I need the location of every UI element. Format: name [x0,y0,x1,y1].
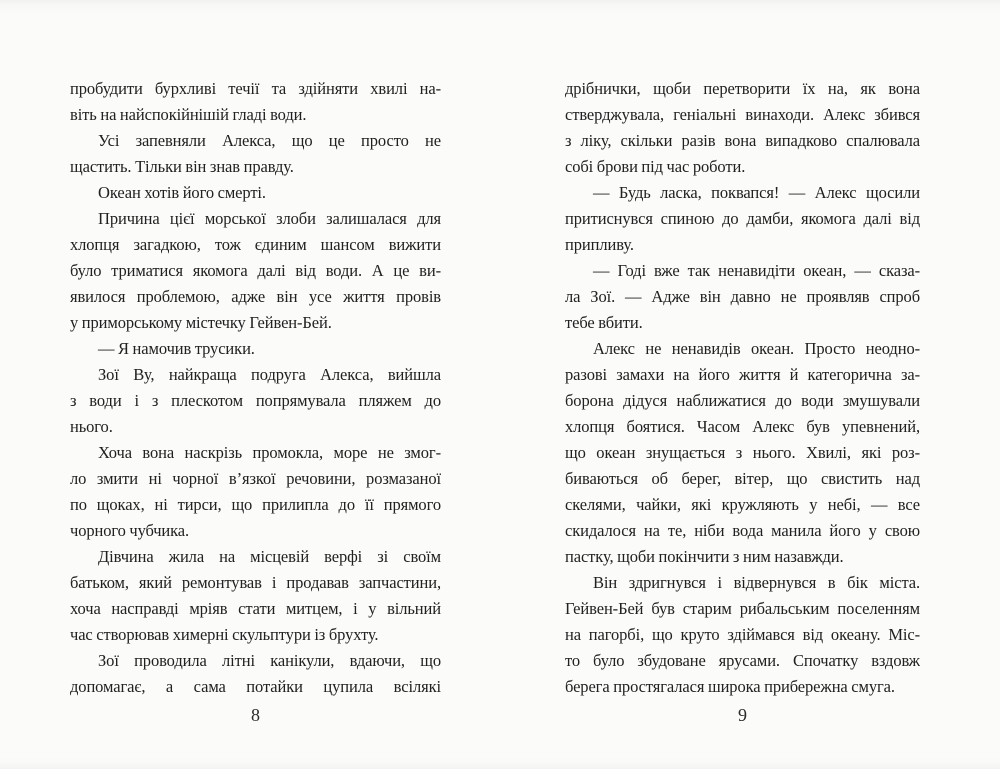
text-line: дрібнички, щоби перетворити їх на, як вона [565,79,920,98]
text-line: чорного чубчика. [70,521,190,540]
text-line: Зої Ву, найкраща подруга Алекса, вийшла [98,365,441,384]
text-line: стверджувала, геніальні винаходи. Алекс збився [565,105,920,124]
text-line: — Годі вже так ненавидіти океан, — сказа- [593,261,920,280]
text-line: Хоча вона наскрізь промокла, море не змог- [98,443,441,462]
text-line: то було збудоване ярусами. Спочатку вздовж [565,651,920,670]
text-line: Алекс не ненавидів океан. Просто неодно- [593,339,920,358]
text-line: ло змити ні чорної в’язкої речовини, розмазаної [70,469,441,488]
text-line: Він здригнувся і відвернувся в бік міста. [593,573,920,592]
text-line: — Будь ласка, поквапся! — Алекс щосили [593,183,920,202]
text-line: ла Зої. — Адже він давно не проявляв спроб [565,287,920,306]
text-line: час створював химерні скульптури із брухту. [70,625,379,644]
text-line: щастить. Тільки він знав правду. [70,157,294,176]
text-line: Океан хотів його смерті. [98,183,266,202]
text-line: борона дідуся наближатися до води змушували [565,391,920,410]
text-line: з води і з плескотом попрямувала пляжем до [70,391,441,410]
text-line: Дівчина жила на місцевій верфі зі своїм [98,547,441,566]
text-line: собі брови під час роботи. [565,157,746,176]
scan-edge-top [0,0,1000,14]
text-line: берега простягалася широка прибережна смуга. [565,677,895,696]
text-line: у приморському містечку Гейвен-Бей. [70,313,332,332]
text-line: скелями, чайки, які кружляють у небі, — все [565,495,920,514]
text-line: скидалося на те, ніби вода манила його у свою [565,521,920,540]
text-line: Гейвен-Бей був старим рибальським поселенням [565,599,920,618]
text-line: хоча насправді мріяв стати митцем, і у вільний [70,599,441,618]
text-line: допомагає, а сама потайки цупила всілякі [70,677,441,696]
text-line: пастку, щоби покінчити з ним назавжди. [565,547,844,566]
text-line: нього. [70,417,113,436]
text-line: Зої проводила літні канікули, вдаючи, що [98,651,441,670]
text-line: припливу. [565,235,634,254]
text-line: разові замахи на його життя й категорична за- [565,365,920,384]
text-line: по щоках, ні тирси, що прилипла до її прямого [70,495,441,514]
text-line: притиснувся спиною до дамби, якомога далі від [565,209,920,228]
text-line: батьком, який ремонтував і продавав запчастини, [70,573,441,592]
text-line: Причина цієї морської злоби залишалася для [98,209,441,228]
text-line: хлопця боятися. Часом Алекс був упевнений, [565,417,920,436]
text-line: пробудити бурхливі течії та здійняти хвилі на- [70,79,441,98]
scan-edge-bottom [0,757,1000,769]
text-line: биваються об берег, вітер, що свистить над [565,469,920,488]
text-line: з ліку, скільки разів вона випадково спалювала [565,131,920,150]
page-number-left: 8 [251,705,260,725]
text-line: явилося проблемою, адже він усе життя провів [70,287,441,306]
text-line: було триматися якомога далі від води. А це ви- [70,261,441,280]
page-left-text-block [70,76,441,700]
page-right-text-block [565,76,920,700]
text-line: хлопця загадкою, тож єдиним шансом вижити [70,235,441,254]
text-line: Усі запевняли Алекса, що це просто не [98,131,441,150]
text-line: на пагорбі, що круто здіймався від океану. Міс- [565,625,920,644]
text-line: віть на найспокійнішій гладі води. [70,105,307,124]
text-line: тебе вбити. [565,313,643,332]
text-line: що океан знущається з нього. Хвилі, які роз- [565,443,920,462]
text-line: — Я намочив трусики. [98,339,255,358]
page-number-right: 9 [738,705,747,725]
